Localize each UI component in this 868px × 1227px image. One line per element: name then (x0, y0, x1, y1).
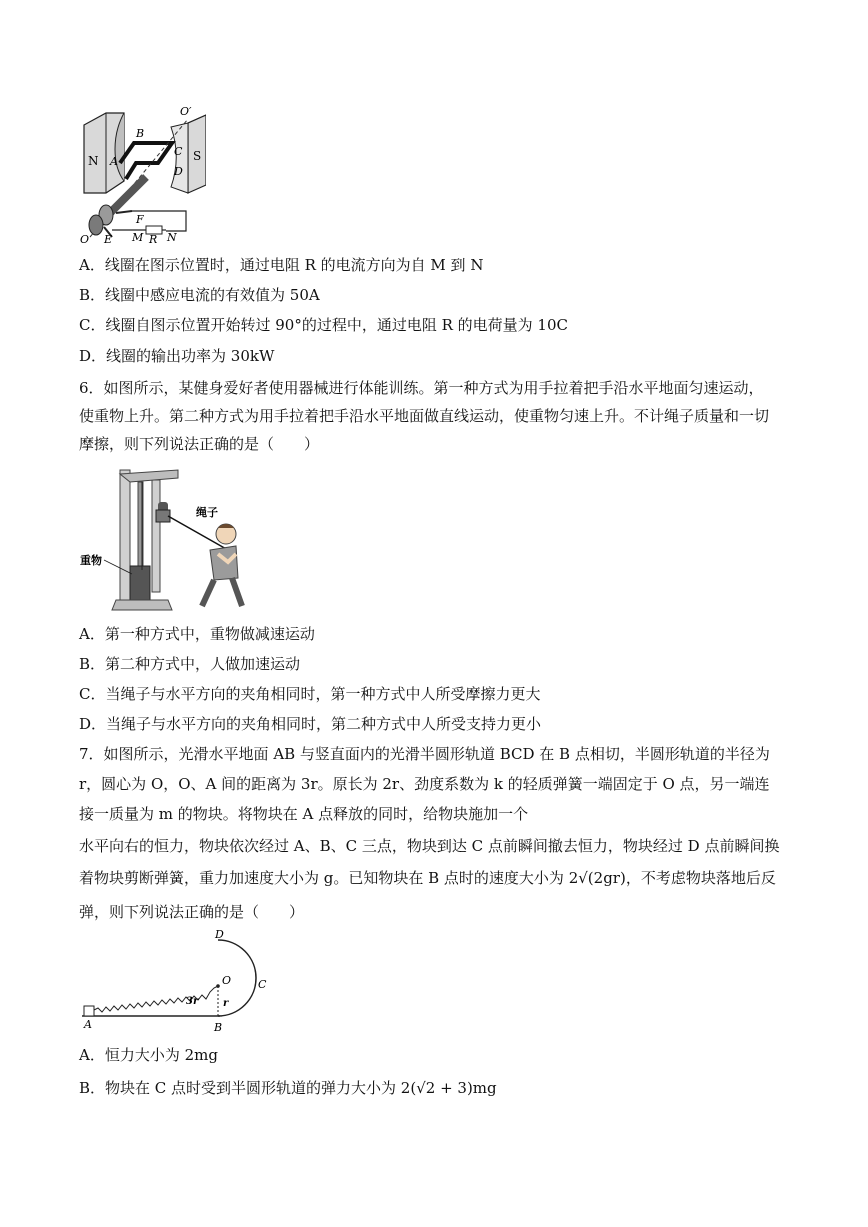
label-E: E (104, 233, 113, 245)
q6-option-b: B．第二种方式中，人做加速运动 (79, 655, 301, 673)
label-F: F (136, 213, 144, 226)
label-R: R (149, 233, 158, 245)
q6-option-d: D．当绳子与水平方向的夹角相同时，第二种方式中人所受支持力更小 (79, 715, 542, 733)
label-S: S (193, 149, 202, 163)
q6-stem-3: 摩擦，则下列说法正确的是（ ） (79, 435, 320, 453)
label-weight: 重物 (80, 554, 102, 567)
label-O-prime: O′ (180, 105, 192, 118)
fitness-machine-figure (78, 462, 258, 614)
label-D: D (174, 165, 183, 178)
q7-stem-5: 着物块剪断弹簧，重力加速度大小为 g。已知物块在 B 点时的速度大小为 2√(2gr)，不考虑物块落地后反 (79, 869, 776, 887)
label-3r: 3r (186, 996, 199, 1007)
spring (94, 986, 218, 1012)
q7-stem-2: r，圆心为 O，O、A 间的距离为 3r。原长为 2r、劲度系数为 k 的轻质弹簧一端固定于 O 点，另一端连 (79, 775, 770, 793)
label-rope: 绳子 (196, 506, 218, 519)
q6-option-a: A．第一种方式中，重物做减速运动 (79, 625, 315, 643)
q7-stem-6: 弹，则下列说法正确的是（ ） (79, 903, 305, 921)
q7-stem-3: 接一质量为 m 的物块。将物块在 A 点释放的同时，给物块施加一个 (79, 805, 529, 823)
q7-option-b: B．物块在 C 点时受到半圆形轨道的弹力大小为 2(√2 + 3)mg (79, 1079, 497, 1097)
label-A: A (110, 155, 118, 168)
generator-figure (76, 105, 206, 245)
label-A: A (84, 1018, 92, 1031)
q5-option-d: D．线圈的输出功率为 30kW (79, 347, 275, 365)
label-O: O (80, 233, 90, 245)
q7-option-a: A．恒力大小为 2mg (79, 1046, 218, 1064)
label-C: C (258, 978, 267, 991)
q6-option-c: C．当绳子与水平方向的夹角相同时，第一种方式中人所受摩擦力更大 (79, 685, 541, 703)
q5-option-c: C．线圈自图示位置开始转过 90°的过程中，通过电阻 R 的电荷量为 10C (79, 316, 568, 334)
label-N2: N (167, 231, 177, 244)
label-M: M (132, 231, 144, 244)
q7-stem-4: 水平向右的恒力，物块依次经过 A、B、C 三点，物块到达 C 点前瞬间撤去恒力，物块经过 D 点前瞬间换 (79, 837, 780, 855)
label-N: N (88, 154, 99, 168)
label-r: r (223, 998, 229, 1009)
label-C: C (174, 145, 183, 158)
label-O: O (222, 974, 232, 987)
q6-stem-1: 6．如图所示，某健身爱好者使用器械进行体能训练。第一种方式为用手拉着把手沿水平地面匀速运动， (79, 379, 764, 397)
label-B: B (214, 1021, 223, 1034)
q6-stem-2: 使重物上升。第二种方式为用手拉着把手沿水平地面做直线运动，使重物匀速上升。不计绳子质量和一切 (79, 407, 770, 425)
q7-stem-1: 7．如图所示，光滑水平地面 AB 与竖直面内的光滑半圆形轨道 BCD 在 B 点相切，半圆形轨道的半径为 (79, 745, 770, 763)
q5-option-a: A．线圈在图示位置时，通过电阻 R 的电流方向为自 M 到 N (79, 256, 484, 274)
track-spring-figure (78, 930, 278, 1035)
label-B: B (136, 127, 145, 140)
label-D: D (215, 930, 224, 941)
q5-option-b: B．线圈中感应电流的有效值为 50A (79, 286, 320, 304)
